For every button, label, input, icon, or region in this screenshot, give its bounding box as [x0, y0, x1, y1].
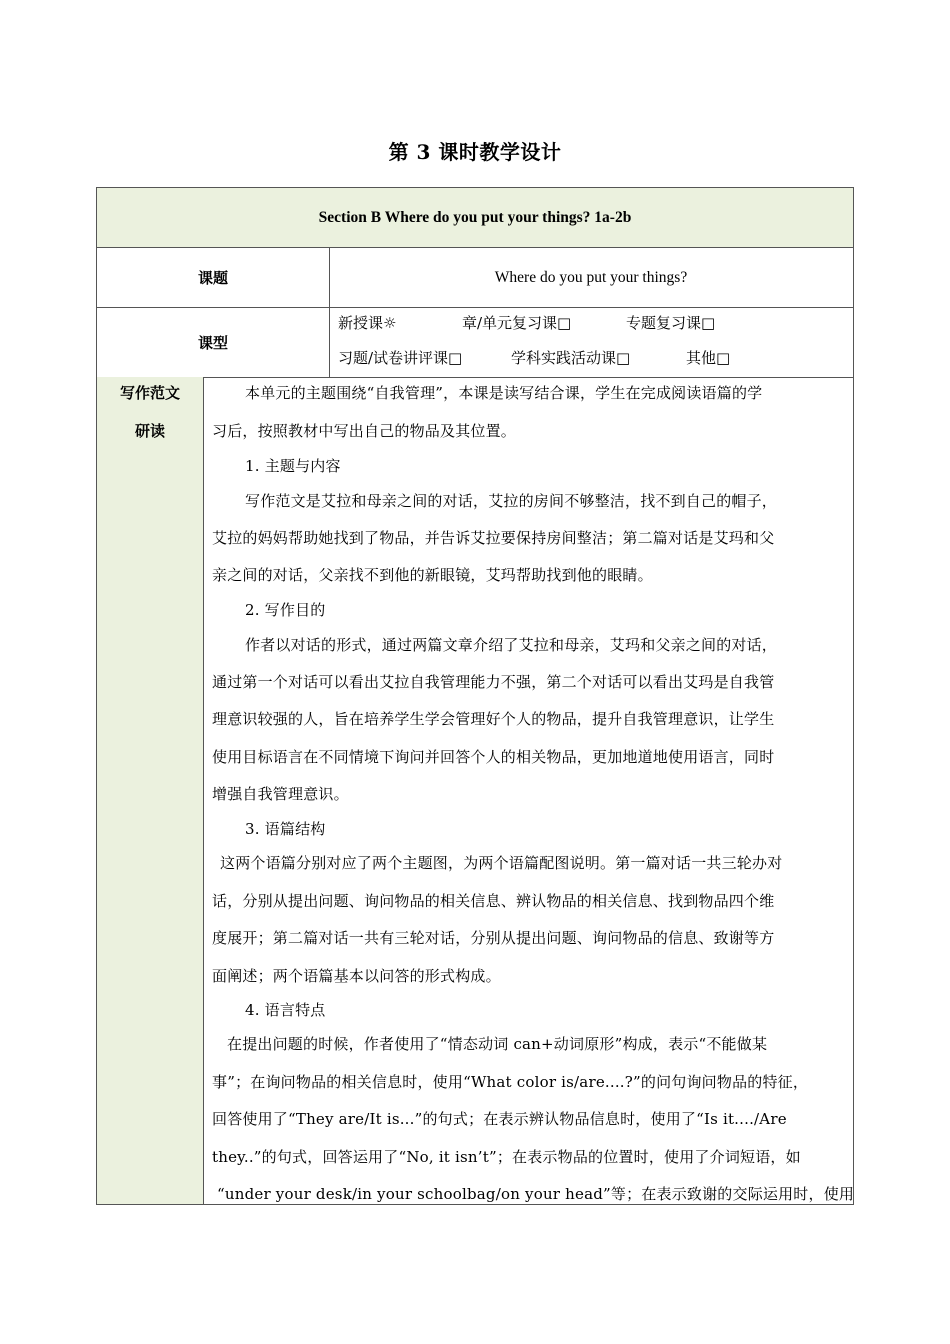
body-line: 写作范文是艾拉和母亲之间的对话，艾拉的房间不够整洁，找不到自己的帽子， — [245, 492, 778, 510]
body-line: 1. 主题与内容 — [245, 457, 341, 475]
body-line: 在提出问题的时候，作者使用了“情态动词 can+动词原形”构成，表示“不能做某 — [227, 1035, 768, 1053]
body-line: 作者以对话的形式，通过两篇文章介绍了艾拉和母亲，艾玛和父亲之间的对话， — [245, 636, 778, 654]
body-line: 习后，按照教材中写出自己的物品及其位置。 — [212, 422, 517, 440]
option-new-lesson[interactable]: 新授课☼ — [338, 314, 397, 332]
body-line: 度展开；第二篇对话一共有三轮对话，分别从提出问题、询问物品的信息、致谢等方 — [212, 929, 775, 947]
side-label-line-2: 研读 — [134, 422, 165, 440]
body-line: 使用目标语言在不同情境下询问并回答个人的相关物品，更加地道地使用语言，同时 — [212, 748, 775, 766]
body-line: 3. 语篇结构 — [245, 820, 326, 838]
page-title: 第 3 课时教学设计 — [388, 140, 562, 164]
body-line: 亲之间的对话，父亲找不到他的新眼镜，艾玛帮助找到他的眼睛。 — [212, 566, 653, 584]
topic-label: 课题 — [96, 248, 330, 308]
section-header: Section B Where do you put your things? 1a-2b — [96, 187, 854, 248]
body-line: 理意识较强的人，旨在培养学生学会管理好个人的物品，提升自我管理意识，让学生 — [212, 710, 775, 728]
body-line: 4. 语言特点 — [245, 1001, 326, 1019]
option-other[interactable]: 其他□ — [686, 349, 731, 367]
body-line: 本单元的主题围绕“自我管理”，本课是读写结合课，学生在完成阅读语篇的学 — [245, 384, 763, 402]
topic-value: Where do you put your things? — [329, 248, 854, 308]
body-line: 回答使用了“They are/It is...”的句式；在表示辨认物品信息时，使用了“Is it..../Are — [212, 1110, 787, 1128]
lesson-type-label: 课型 — [96, 307, 330, 378]
option-practice-activity[interactable]: 学科实践活动课□ — [511, 349, 631, 367]
body-line: 2. 写作目的 — [245, 601, 326, 619]
body-line: 话，分别从提出问题、询问物品的相关信息、辨认物品的相关信息、找到物品四个维 — [212, 892, 775, 910]
body-line: “under your desk/in your schoolbag/on your head”等；在表示致谢的交际运用时，使用 — [217, 1185, 855, 1203]
body-line: they..”的句式，回答运用了“No, it isn’t”；在表示物品的位置时，使用了介词短语，如 — [212, 1148, 801, 1166]
body-line: 面阐述；两个语篇基本以问答的形式构成。 — [212, 967, 501, 985]
body-line: 增强自我管理意识。 — [212, 785, 349, 803]
lesson-type-options — [329, 307, 854, 378]
body-line: 事”；在询问物品的相关信息时，使用“What color is/are....?”的问句询问物品的特征， — [212, 1073, 809, 1091]
writing-sample-label — [96, 377, 204, 1205]
body-line: 艾拉的妈妈帮助她找到了物品，并告诉艾拉要保持房间整洁；第二篇对话是艾玛和父 — [212, 529, 775, 547]
side-label-line-1: 写作范文 — [119, 384, 180, 402]
option-topic-review[interactable]: 专题复习课□ — [626, 314, 716, 332]
body-line: 通过第一个对话可以看出艾拉自我管理能力不强，第二个对话可以看出艾玛是自我管 — [212, 673, 775, 691]
option-exercise-review[interactable]: 习题/试卷讲评课□ — [338, 349, 463, 367]
option-unit-review[interactable]: 章/单元复习课□ — [462, 314, 572, 332]
writing-sample-body — [203, 377, 854, 1205]
body-line: 这两个语篇分别对应了两个主题图，为两个语篇配图说明。第一篇对话一共三轮办对 — [220, 854, 783, 872]
